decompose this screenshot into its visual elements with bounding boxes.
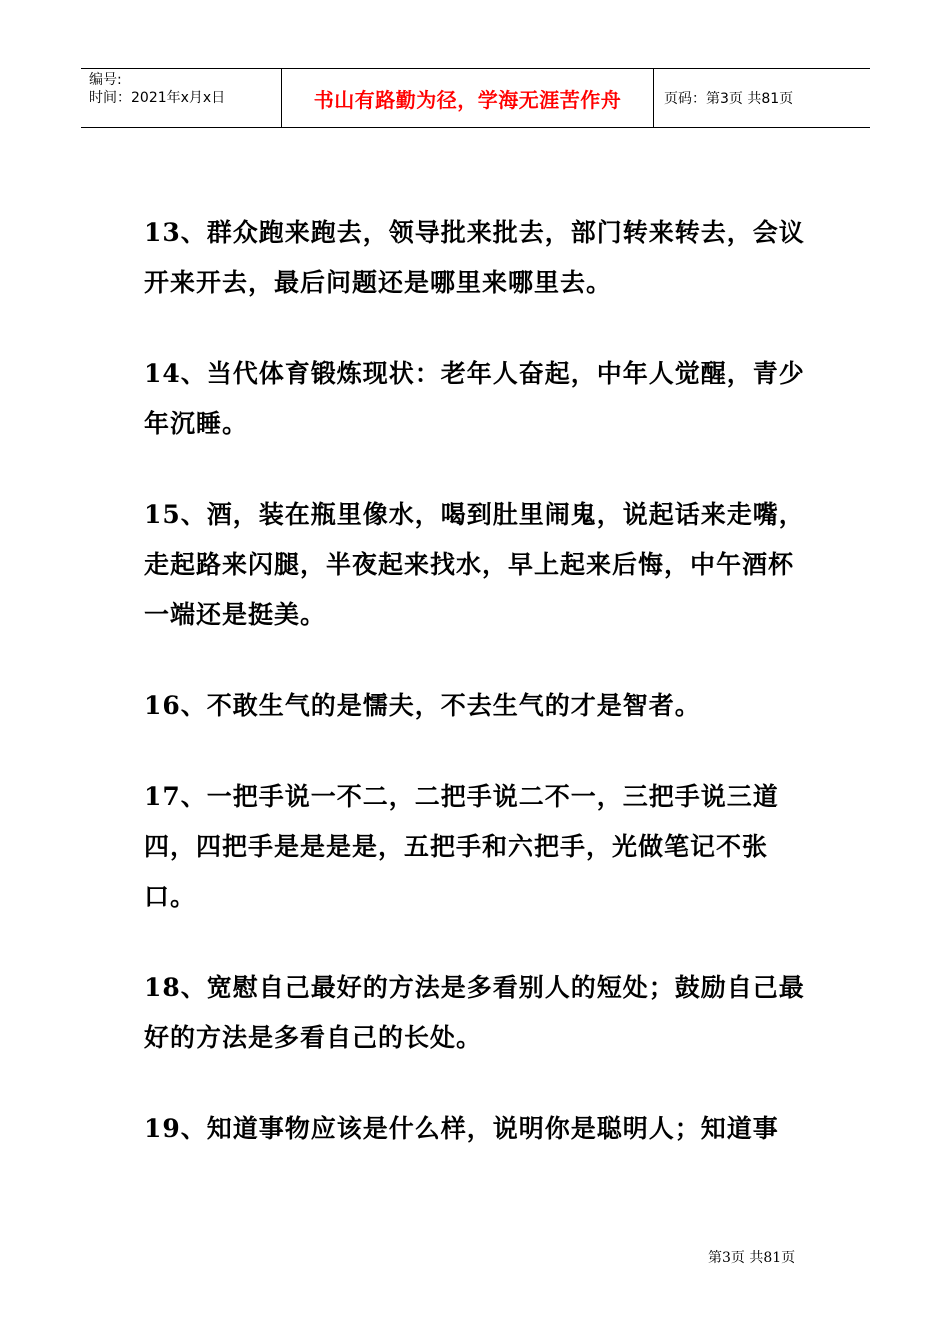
paragraph: 17、一把手说一不二，二把手说二不一，三把手说三道四，四把手是是是是，五把手和六把手，光做笔记不张口。 — [144, 782, 779, 911]
paragraph: 16、不敢生气的是懦夫，不去生气的才是智者。 — [144, 691, 701, 720]
paragraph: 13、群众跑来跑去，领导批来批去，部门转来转去，会议开来开去，最后问题还是哪里来哪里去。 — [144, 218, 805, 297]
header-page-number: 页码：第3页 共81页 — [664, 91, 794, 107]
footer-page-number: 第3页 共81页 — [708, 1250, 796, 1266]
document-body — [144, 208, 814, 1195]
paragraph: 14、当代体育锻炼现状：老年人奋起，中年人觉醒，青少年沉睡。 — [144, 359, 805, 438]
header-meta — [81, 69, 282, 127]
document-time-label: 时间：2021年x月x日 — [89, 90, 226, 106]
header-motto — [282, 69, 654, 127]
page-header — [81, 68, 870, 128]
header-page-info — [654, 69, 870, 127]
paragraph: 19、知道事物应该是什么样，说明你是聪明人；知道事 — [144, 1114, 779, 1143]
page-footer — [708, 1247, 795, 1267]
paragraph: 15、酒，装在瓶里像水，喝到肚里闹鬼，说起话来走嘴，走起路来闪腿，半夜起来找水，早上起来后悔，中午酒杯一端还是挺美。 — [144, 500, 805, 629]
document-code-label: 编号: — [89, 72, 122, 88]
motto-text: 书山有路勤为径，学海无涯苦作舟 — [313, 87, 622, 112]
paragraph: 18、宽慰自己最好的方法是多看别人的短处；鼓励自己最好的方法是多看自己的长处。 — [144, 973, 805, 1052]
